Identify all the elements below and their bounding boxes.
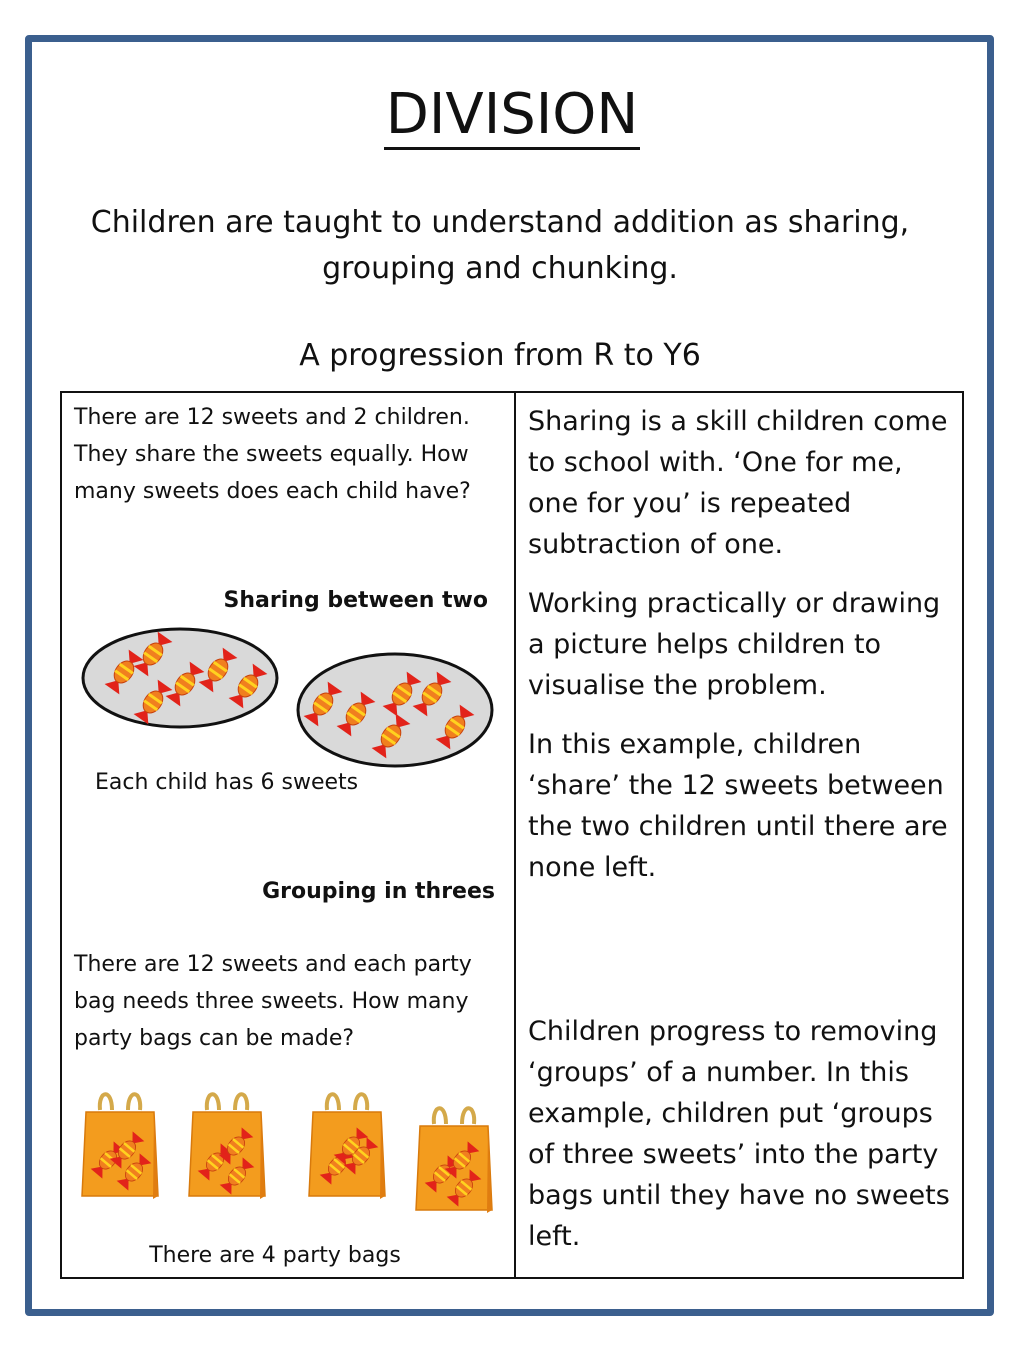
party-bag-4 [416, 1108, 492, 1213]
party-bag-2 [189, 1094, 265, 1199]
page-title: DIVISION [0, 82, 1024, 147]
right-paragraph-3: In this example, children ‘share’ the 12 sweets between the two children until there are none left. [528, 729, 948, 883]
party-bag-3 [309, 1094, 385, 1199]
grouping-illustration [62, 1098, 514, 1238]
sharing-heading: Sharing between two [223, 588, 488, 613]
sharing-question: There are 12 sweets and 2 children. They share the sweets equally. How many sweets does each child have? [74, 405, 471, 504]
column-divider [514, 393, 516, 1277]
intro-text: Children are taught to understand addition as sharing, grouping and chunking. [90, 205, 910, 286]
grouping-caption: There are 4 party bags [149, 1243, 401, 1268]
grouping-heading: Grouping in threes [262, 879, 495, 904]
right-paragraph-1: Sharing is a skill children come to school with. ‘One for me, one for you’ is repeated subtraction of one. [528, 406, 948, 560]
right-paragraph-4: Children progress to removing ‘groups’ of a number. In this example, children put ‘groups of three sweets’ into the party bags until they have no sweets left. [528, 1016, 950, 1252]
content-table [60, 391, 964, 1279]
sharing-caption: Each child has 6 sweets [95, 770, 359, 795]
right-paragraph-2: Working practically or drawing a picture helps children to visualise the problem. [528, 588, 941, 701]
party-bag-1 [82, 1094, 158, 1199]
grouping-question: There are 12 sweets and each party bag needs three sweets. How many party bags can be made? [74, 952, 472, 1051]
subtitle: A progression from R to Y6 [299, 338, 701, 373]
